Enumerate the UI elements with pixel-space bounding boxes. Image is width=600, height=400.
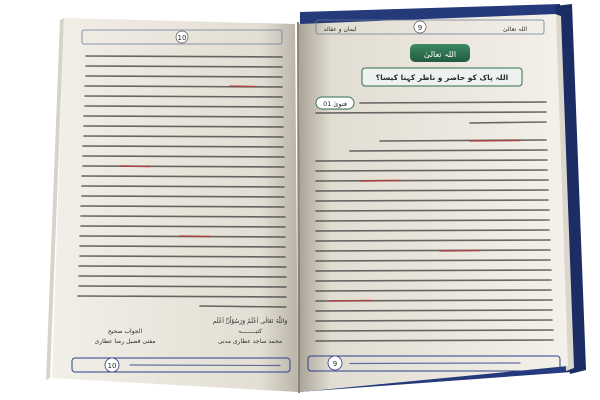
question-title: اللہ پاک کو حاضر و ناظر کہنا کیسا؟ xyxy=(375,73,509,82)
left-page xyxy=(52,18,298,392)
book-gutter xyxy=(298,22,299,393)
right-page-number: 9 xyxy=(417,24,423,32)
left-approval-line-1: الجواب صحیح xyxy=(107,328,143,335)
left-signature-line-1: وَاللّٰہُ تَعَالٰی اَعْلَمُ وَرَسُوْلُہٗ اَعْلَم xyxy=(212,318,288,325)
right-header-right-text: اللہ تعالیٰ xyxy=(502,26,528,33)
chapter-title: اللہ تعالیٰ xyxy=(423,50,457,59)
fatwa-label: فتویٰ 01 xyxy=(323,100,347,108)
left-signature-line-2: کتبــــــــہ xyxy=(237,328,263,335)
left-page-number: 10 xyxy=(177,34,187,42)
right-footer-text xyxy=(350,363,520,364)
left-footer-text xyxy=(130,365,280,366)
left-signature-line-3: محمد ساجد عطاری مدنی xyxy=(217,338,283,345)
right-footer-number: 9 xyxy=(332,360,338,368)
left-approval-line-2: مفتی فضیل رضا عطاری xyxy=(94,338,156,345)
left-footer-number: 10 xyxy=(107,362,117,370)
right-header-left-text: ایمان و عقائد xyxy=(323,26,357,33)
